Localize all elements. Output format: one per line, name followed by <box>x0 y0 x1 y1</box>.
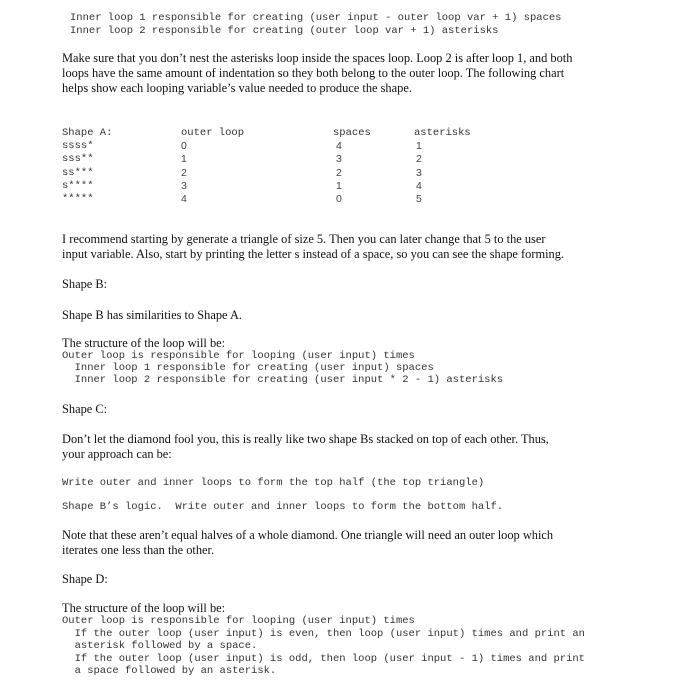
outer-loop-value: 2 <box>181 166 187 179</box>
asterisks-value: 1 <box>416 140 422 153</box>
spaces-value: 3 <box>336 153 342 166</box>
shape-b-heading: Shape B: <box>62 277 108 291</box>
shape-c-code-line-2: Shape B’s logic. Write outer and inner loops to form the bottom half. <box>62 501 504 513</box>
top-code-line-2: Inner loop 2 responsible for creating (outer loop var + 1) asterisks <box>70 25 499 37</box>
shape-c-text-line-2: your approach can be: <box>62 447 172 461</box>
spaces-value: 2 <box>336 166 342 179</box>
shape-d-code-line: asterisk followed by a space. <box>62 640 258 652</box>
shape-b-code-line: Inner loop 1 responsible for creating (user input) spaces <box>62 362 434 374</box>
shape-c-heading: Shape C: <box>62 402 108 416</box>
header-shape-a: Shape A: <box>62 127 113 139</box>
shape-d-heading: Shape D: <box>62 572 108 586</box>
shape-b-code-line: Inner loop 2 responsible for creating (user input * 2 - 1) asterisks <box>62 374 504 386</box>
shape-b-intro: Shape B has similarities to Shape A. <box>62 308 242 322</box>
outer-loop-value: 3 <box>181 179 187 192</box>
shape-c-text-line-1: Don’t let the diamond fool you, this is really like two shape Bs stacked on top of each other. Thus, <box>62 432 549 446</box>
shape-row: sss** <box>62 153 94 166</box>
shape-d-code-line: a space followed by an asterisk. <box>62 665 277 677</box>
shape-b-structure-label: The structure of the loop will be: <box>62 336 226 350</box>
top-code-line-1: Inner loop 1 responsible for creating (user input - outer loop var + 1) spaces <box>70 12 562 24</box>
para2-line-1: I recommend starting by generate a triangle of size 5. Then you can later change that 5 to the user <box>62 232 546 246</box>
header-outer-loop: outer loop <box>181 127 245 139</box>
asterisks-value: 4 <box>416 179 422 192</box>
shape-c-note-line-2: iterates one less than the other. <box>62 543 215 557</box>
spaces-value: 0 <box>336 192 342 205</box>
para1-line-3: helps show each looping variable’s value needed to produce the shape. <box>62 81 412 95</box>
spaces-value: 4 <box>336 140 342 153</box>
outer-loop-value: 1 <box>181 153 187 166</box>
para1-line-1: Make sure that you don’t nest the asterisks loop inside the spaces loop. Loop 2 is after loop 1, and both <box>62 51 573 65</box>
outer-loop-value: 4 <box>181 192 187 205</box>
shape-d-code-line: If the outer loop (user input) is odd, then loop (user input - 1) times and print <box>62 653 585 665</box>
shape-row: ***** <box>62 192 94 205</box>
shape-a-table <box>62 127 522 213</box>
para2-line-2: input variable. Also, start by printing the letter s instead of a space, so you can see the shape forming. <box>62 247 565 261</box>
shape-row: s**** <box>62 179 94 192</box>
asterisks-value: 3 <box>416 166 422 179</box>
shape-row: ss*** <box>62 166 94 179</box>
shape-c-code-line-1: Write outer and inner loops to form the top half (the top triangle) <box>62 477 485 489</box>
spaces-value: 1 <box>336 179 342 192</box>
asterisks-value: 5 <box>416 192 422 205</box>
shape-d-code-line: Outer loop is responsible for looping (user input) times <box>62 615 415 627</box>
shape-d-structure-label: The structure of the loop will be: <box>62 601 226 615</box>
shape-row: ssss* <box>62 140 94 153</box>
header-spaces: spaces <box>333 127 371 139</box>
outer-loop-value: 0 <box>181 140 187 153</box>
para1-line-2: loops have the same amount of indentation so they both belong to the outer loop. The following chart <box>62 66 565 80</box>
shape-b-code-line: Outer loop is responsible for looping (user input) times <box>62 350 415 362</box>
shape-c-note-line-1: Note that these aren’t equal halves of a whole diamond. One triangle will need an outer loop which <box>62 528 554 542</box>
asterisks-value: 2 <box>416 153 422 166</box>
header-asterisks: asterisks <box>414 127 471 139</box>
shape-d-code-line: If the outer loop (user input) is even, then loop (user input) times and print an <box>62 628 585 640</box>
